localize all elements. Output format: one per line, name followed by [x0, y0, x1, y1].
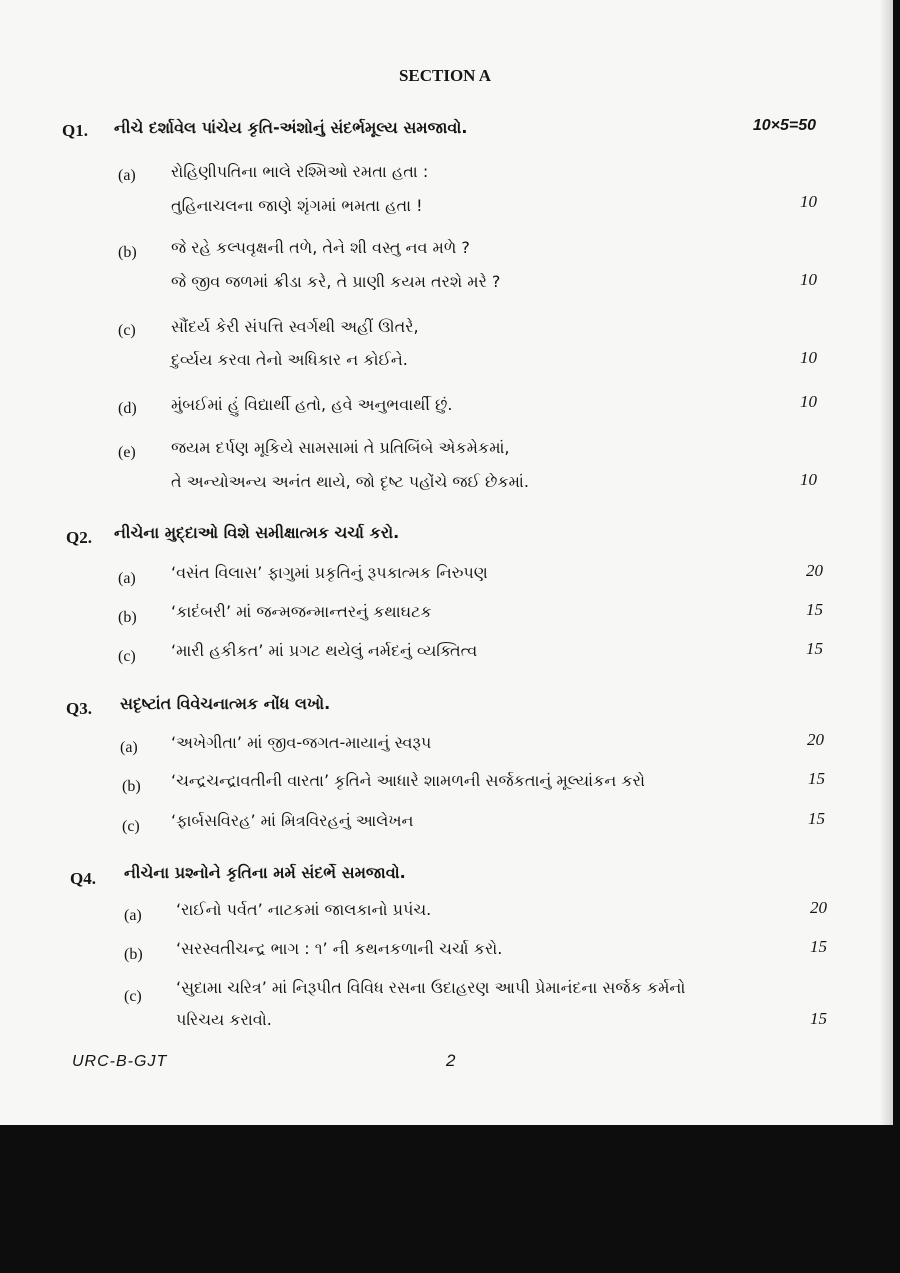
item-line: જે રહે કલ્પવૃક્ષની તળે, તેને શી વસ્તુ નવ મળે ? [171, 238, 470, 257]
item-label: (e) [118, 444, 136, 461]
question-number: Q4. [70, 869, 96, 888]
question-text: નીચેના મુદ્દાઓ વિશે સમીક્ષાત્મક ચર્ચા કરો. [114, 523, 400, 542]
item-marks: 20 [807, 730, 824, 749]
item-line: ‘ફાર્બસવિરહ’ માં મિત્રવિરહનું આલેખન [171, 811, 414, 830]
item-label: (b) [124, 946, 143, 963]
item-line: ‘મારી હકીકત’ માં પ્રગટ થયેલું નર્મદનું વ્યક્તિત્વ [171, 641, 478, 660]
item-label: (d) [118, 400, 137, 417]
item-marks: 20 [806, 561, 823, 580]
item-marks: 10 [800, 392, 817, 411]
item-label: (c) [118, 322, 136, 339]
item-label: (c) [124, 988, 142, 1005]
item-marks: 15 [806, 639, 823, 658]
item-line: સૌંદર્ય કેરી સંપત્તિ સ્વર્ગથી અહીં ઊતરે, [171, 317, 419, 336]
item-label: (b) [118, 244, 137, 261]
question-number: Q1. [62, 121, 88, 140]
item-label: (a) [124, 907, 142, 924]
item-line: ‘કાદંબરી’ માં જન્મજન્માન્તરનું કથાઘટક [171, 602, 432, 621]
question-text: સદૃષ્ટાંત વિવેચનાત્મક નોંધ લખો. [120, 694, 331, 713]
item-marks: 15 [806, 600, 823, 619]
item-line: પરિચય કરાવો. [176, 1010, 272, 1029]
item-label: (c) [118, 648, 136, 665]
item-line: તુહિનાચલના જાણે શૃંગમાં ભમતા હતા ! [171, 196, 423, 215]
item-marks: 10 [800, 192, 817, 211]
question-number: Q2. [66, 528, 92, 547]
item-marks: 15 [808, 769, 825, 788]
item-line: ‘સુદામા ચરિત્ર’ માં નિરૂપીત વિવિધ રસના ઉદાહરણ આપી પ્રેમાનંદના સર્જક કર્મનો [176, 978, 686, 997]
item-marks: 10 [800, 348, 817, 367]
question-text: નીચે દર્શાવેલ પાંચેય કૃતિ-અંશોનું સંદર્ભમૂલ્ય સમજાવો. [114, 118, 468, 137]
item-line: ‘રાઈનો પર્વત’ નાટકમાં જાલકાનો પ્રપંચ. [176, 900, 432, 919]
paper-code: URC-B-GJT [72, 1053, 168, 1070]
item-marks: 10 [800, 270, 817, 289]
item-line: ‘સરસ્વતીચન્દ્ર ભાગ : ૧’ ની કથનકળાની ચર્ચા કરો. [176, 939, 503, 958]
item-line: દુર્વ્યય કરવા તેનો અધિકાર ન કોઈને. [171, 350, 408, 369]
total-marks: 10×5=50 [752, 117, 816, 134]
item-line: જે જીવ જળમાં ક્રીડા કરે, તે પ્રાણી કયમ તરશે મરે ? [171, 272, 501, 291]
item-marks: 15 [810, 937, 827, 956]
item-line: ‘ચન્દ્રચન્દ્રાવતીની વારતા’ કૃતિને આધારે શામળની સર્જકતાનું મૂલ્યાંકન કરો [171, 771, 645, 790]
item-label: (b) [118, 609, 137, 626]
item-marks: 10 [800, 470, 817, 489]
item-line: મુંબઈમાં હું વિદ્યાર્થી હતો, હવે અનુભવાર્થી છું. [171, 395, 453, 414]
item-line: જયમ દર્પણ મૂકિયે સામસામાં તે પ્રતિબિંબે એકમેકમાં, [171, 438, 510, 457]
question-text: નીચેના પ્રશ્નોને કૃતિના મર્મ સંદર્ભે સમજાવો. [124, 863, 406, 882]
item-line: ‘અખેગીતા’ માં જીવ-જગત-માયાનું સ્વરૂપ [171, 733, 432, 752]
question-number: Q3. [66, 699, 92, 718]
item-label: (b) [122, 778, 141, 795]
item-line: રોહિણીપતિના ભાલે રશ્મિઓ રમતા હતા : [171, 162, 429, 181]
item-label: (a) [120, 739, 138, 756]
item-label: (c) [122, 818, 140, 835]
item-line: તે અન્યોઅન્ય અનંત થાયે, જો દૃષ્ટ પહોંચે જઈ છેકમાં. [171, 472, 529, 491]
item-marks: 15 [810, 1009, 827, 1028]
section-title: SECTION A [398, 66, 492, 85]
item-label: (a) [118, 167, 136, 184]
item-marks: 15 [808, 809, 825, 828]
item-line: ‘વસંત વિલાસ’ ફાગુમાં પ્રકૃતિનું રૂપકાત્મક નિરુપણ [171, 563, 488, 582]
item-marks: 20 [810, 898, 827, 917]
item-label: (a) [118, 570, 136, 587]
page-number: 2 [446, 1051, 456, 1070]
page-edge-shadow [879, 0, 893, 1125]
